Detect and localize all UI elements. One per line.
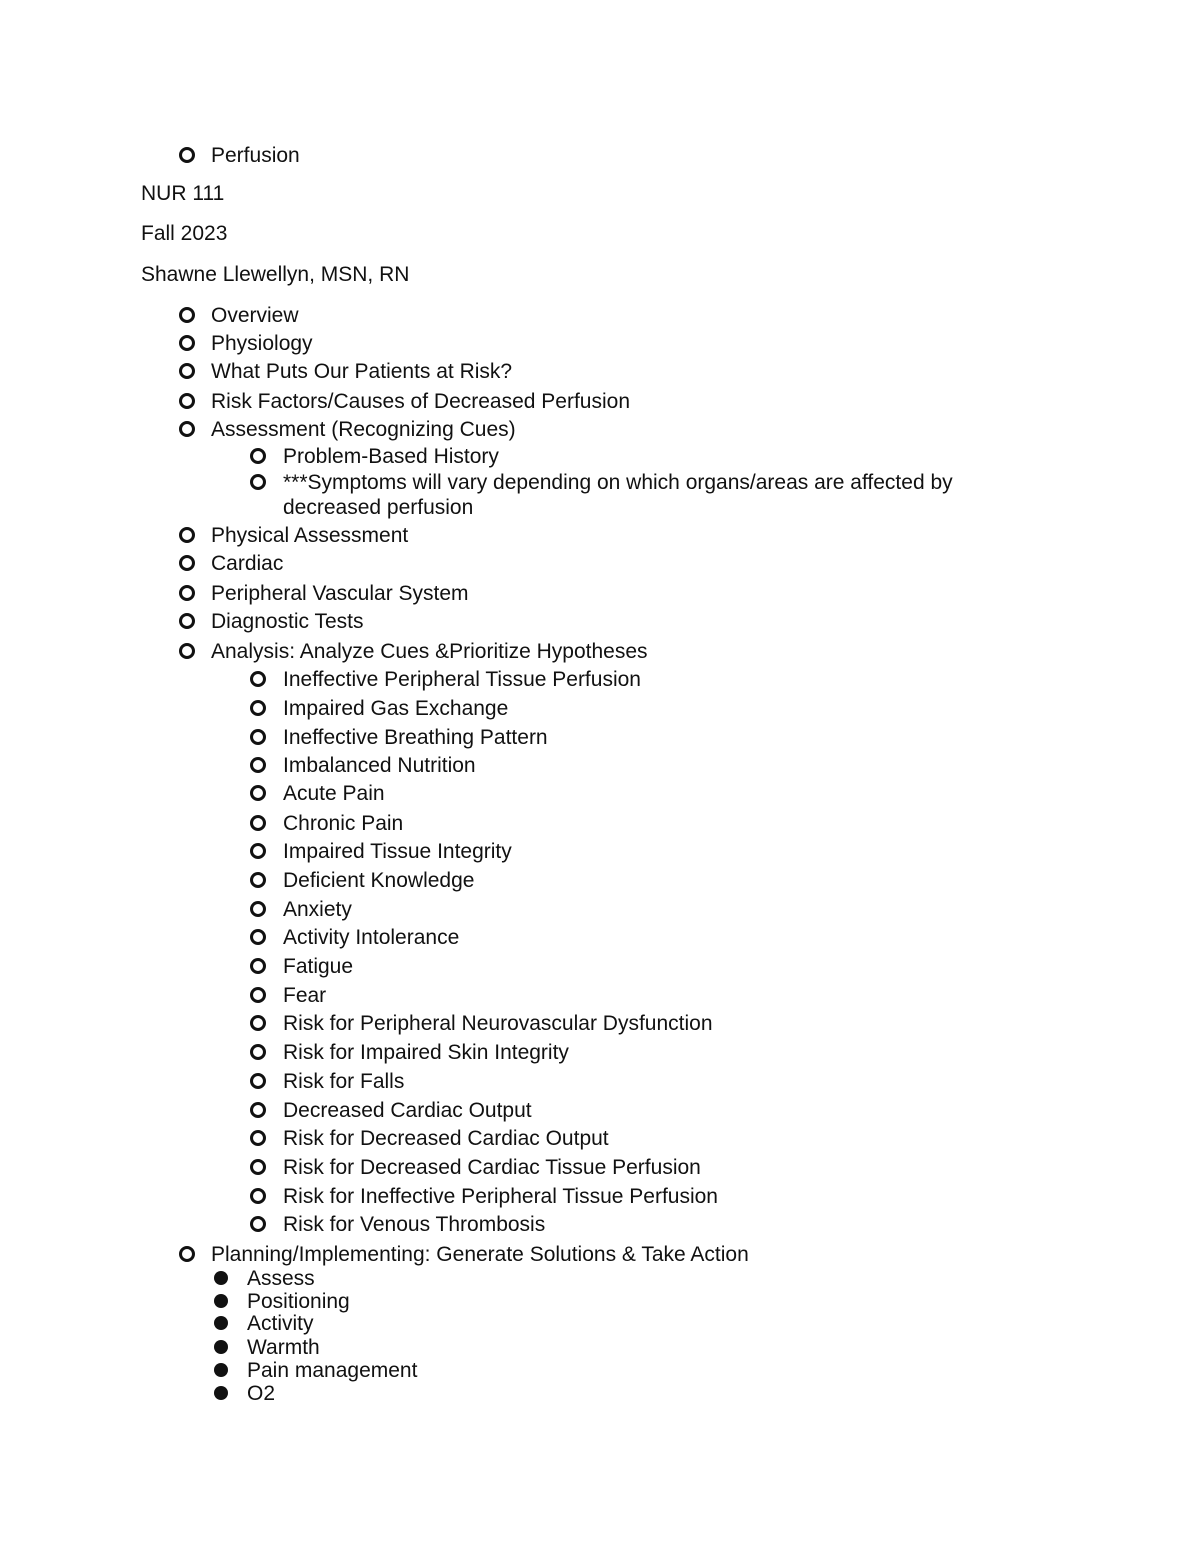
analysis-item: Ineffective Breathing Pattern: [283, 726, 548, 749]
analysis-item: Imbalanced Nutrition: [283, 754, 476, 777]
hollow-circle-bullet-icon: [250, 448, 266, 464]
hollow-circle-bullet-icon: [250, 729, 266, 745]
filled-circle-bullet-icon: [214, 1363, 228, 1377]
hollow-circle-bullet-icon: [250, 700, 266, 716]
hollow-circle-bullet-icon: [250, 843, 266, 859]
hollow-circle-bullet-icon: [250, 671, 266, 687]
filled-circle-bullet-icon: [214, 1316, 228, 1330]
instructor: Shawne Llewellyn, MSN, RN: [141, 263, 410, 286]
hollow-circle-bullet-icon: [179, 585, 195, 601]
hollow-circle-bullet-icon: [179, 421, 195, 437]
outline-item-risk-question: What Puts Our Patients at Risk?: [211, 360, 513, 383]
analysis-item: Impaired Gas Exchange: [283, 697, 509, 720]
term: Fall 2023: [141, 222, 228, 245]
analysis-item: Acute Pain: [283, 782, 385, 805]
sub-item-history: Problem-Based History: [283, 445, 499, 468]
planning-item: Assess: [247, 1267, 315, 1290]
sub-item-symptoms-note-cont: decreased perfusion: [283, 496, 474, 519]
outline-item-overview: Overview: [211, 304, 299, 327]
analysis-item: Risk for Impaired Skin Integrity: [283, 1041, 569, 1064]
outline-item-risk-factors: Risk Factors/Causes of Decreased Perfusion: [211, 390, 631, 413]
analysis-item: Risk for Decreased Cardiac Output: [283, 1127, 609, 1150]
analysis-item: Risk for Venous Thrombosis: [283, 1213, 546, 1236]
hollow-circle-bullet-icon: [179, 1246, 195, 1262]
analysis-item: Fear: [283, 984, 327, 1007]
hollow-circle-bullet-icon: [250, 815, 266, 831]
hollow-circle-bullet-icon: [179, 393, 195, 409]
hollow-circle-bullet-icon: [179, 643, 195, 659]
analysis-item: Ineffective Peripheral Tissue Perfusion: [283, 668, 641, 691]
hollow-circle-bullet-icon: [250, 474, 266, 490]
sub-item-symptoms-note: ***Symptoms will vary depending on which organs/areas are affected by: [283, 471, 953, 494]
analysis-item: Chronic Pain: [283, 812, 404, 835]
analysis-item: Impaired Tissue Integrity: [283, 840, 512, 863]
hollow-circle-bullet-icon: [250, 987, 266, 1003]
outline-item-assessment: Assessment (Recognizing Cues): [211, 418, 516, 441]
hollow-circle-bullet-icon: [179, 307, 195, 323]
outline-item-analysis: Analysis: Analyze Cues &Prioritize Hypotheses: [211, 640, 648, 663]
hollow-circle-bullet-icon: [250, 1216, 266, 1232]
filled-circle-bullet-icon: [214, 1271, 228, 1285]
outline-item-peripheral-vascular: Peripheral Vascular System: [211, 582, 469, 605]
hollow-circle-bullet-icon: [250, 1188, 266, 1204]
analysis-item: Deficient Knowledge: [283, 869, 475, 892]
analysis-item: Risk for Ineffective Peripheral Tissue Perfusion: [283, 1185, 718, 1208]
course-code: NUR 111: [141, 182, 225, 205]
hollow-circle-bullet-icon: [250, 901, 266, 917]
hollow-circle-bullet-icon: [179, 555, 195, 571]
hollow-circle-bullet-icon: [250, 785, 266, 801]
planning-item: Pain management: [247, 1359, 418, 1382]
hollow-circle-bullet-icon: [250, 1044, 266, 1060]
hollow-circle-bullet-icon: [179, 147, 195, 163]
planning-item: O2: [247, 1382, 276, 1405]
outline-item-physical-assessment: Physical Assessment: [211, 524, 409, 547]
analysis-item: Risk for Falls: [283, 1070, 405, 1093]
filled-circle-bullet-icon: [214, 1294, 228, 1308]
analysis-item: Anxiety: [283, 898, 352, 921]
topic-title: Perfusion: [211, 144, 300, 167]
analysis-item: Fatigue: [283, 955, 354, 978]
hollow-circle-bullet-icon: [250, 872, 266, 888]
hollow-circle-bullet-icon: [179, 335, 195, 351]
planning-item: Activity: [247, 1312, 314, 1335]
analysis-item: Risk for Peripheral Neurovascular Dysfunction: [283, 1012, 713, 1035]
hollow-circle-bullet-icon: [179, 527, 195, 543]
outline-item-planning: Planning/Implementing: Generate Solutions & Take Action: [211, 1243, 749, 1266]
hollow-circle-bullet-icon: [250, 929, 266, 945]
hollow-circle-bullet-icon: [179, 363, 195, 379]
planning-item: Warmth: [247, 1336, 320, 1359]
filled-circle-bullet-icon: [214, 1386, 228, 1400]
outline-item-diagnostic-tests: Diagnostic Tests: [211, 610, 364, 633]
hollow-circle-bullet-icon: [250, 757, 266, 773]
hollow-circle-bullet-icon: [250, 1159, 266, 1175]
hollow-circle-bullet-icon: [250, 1015, 266, 1031]
filled-circle-bullet-icon: [214, 1340, 228, 1354]
hollow-circle-bullet-icon: [250, 958, 266, 974]
hollow-circle-bullet-icon: [250, 1130, 266, 1146]
hollow-circle-bullet-icon: [250, 1073, 266, 1089]
outline-item-physiology: Physiology: [211, 332, 313, 355]
analysis-item: Decreased Cardiac Output: [283, 1099, 532, 1122]
analysis-item: Risk for Decreased Cardiac Tissue Perfusion: [283, 1156, 701, 1179]
planning-item: Positioning: [247, 1290, 350, 1313]
outline-item-cardiac: Cardiac: [211, 552, 284, 575]
hollow-circle-bullet-icon: [250, 1102, 266, 1118]
hollow-circle-bullet-icon: [179, 613, 195, 629]
analysis-item: Activity Intolerance: [283, 926, 460, 949]
